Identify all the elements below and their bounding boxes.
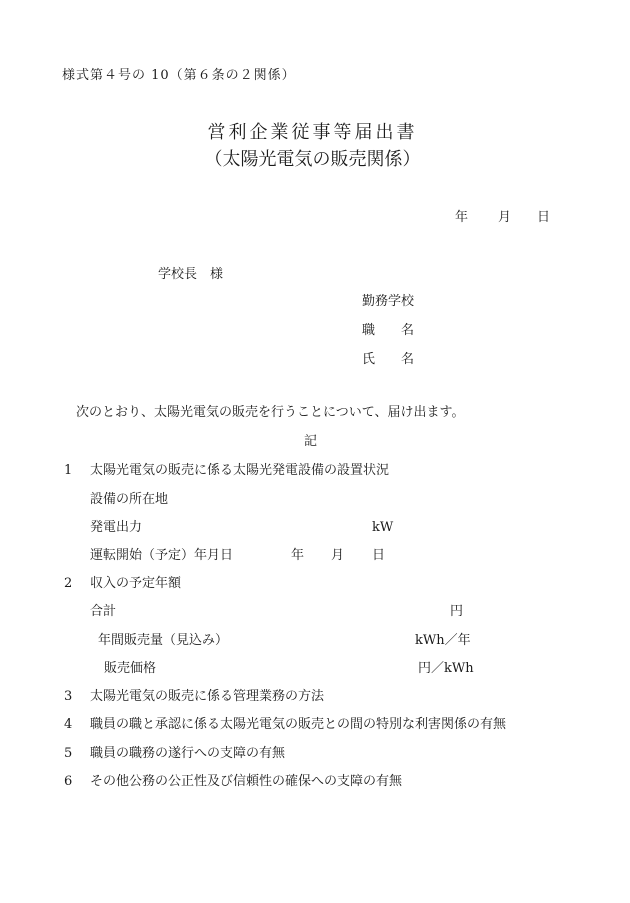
sales-price-unit: 円／kWh — [418, 661, 474, 676]
item-text: 職員の職務の遂行への支障の有無 — [90, 746, 286, 761]
item-number: 1 — [64, 463, 73, 478]
item-text: 太陽光電気の販売に係る太陽光発電設備の設置状況 — [90, 463, 390, 478]
item-number: 4 — [64, 717, 73, 732]
school-label: 勤務学校 — [362, 294, 415, 309]
item-number: 2 — [64, 576, 73, 591]
item-text: その他公務の公正性及び信頼性の確保への支障の有無 — [90, 774, 403, 789]
document-title: 営利企業従事等届出書 — [207, 122, 418, 143]
date-year-label: 年 — [455, 210, 469, 225]
operation-start-month: 月 — [331, 548, 345, 563]
item-number: 5 — [64, 746, 73, 761]
item-number: 3 — [64, 689, 73, 704]
power-output-label: 発電出力 — [90, 520, 143, 535]
date-day-label: 日 — [537, 210, 551, 225]
document-subtitle: （太陽光電気の販売関係） — [204, 149, 421, 170]
position-label: 職 名 — [362, 323, 415, 338]
operation-start-year: 年 — [291, 548, 305, 563]
annual-sales-volume-unit: kWh／年 — [415, 633, 471, 648]
intro-text: 次のとおり、太陽光電気の販売を行うことについて、届け出ます。 — [76, 405, 465, 420]
power-output-unit: kW — [372, 520, 394, 535]
sales-price-label: 販売価格 — [104, 661, 157, 676]
item-text: 職員の職と承認に係る太陽光電気の販売との間の特別な利害関係の有無 — [90, 717, 507, 732]
total-label: 合計 — [90, 604, 117, 619]
equipment-location-label: 設備の所在地 — [90, 492, 169, 507]
name-label: 氏 名 — [362, 352, 415, 367]
operation-start-day: 日 — [372, 548, 386, 563]
ki-heading: 記 — [304, 434, 318, 449]
item-text: 収入の予定年額 — [90, 576, 182, 591]
date-month-label: 月 — [498, 210, 512, 225]
item-text: 太陽光電気の販売に係る管理業務の方法 — [90, 689, 325, 704]
addressee: 学校長 様 — [158, 267, 224, 282]
item-number: 6 — [64, 774, 73, 789]
total-unit: 円 — [450, 604, 464, 619]
operation-start-label: 運転開始（予定）年月日 — [90, 548, 234, 563]
annual-sales-volume-label: 年間販売量（見込み） — [98, 633, 229, 648]
form-number: 様式第４号の 10（第６条の２関係） — [62, 68, 296, 83]
